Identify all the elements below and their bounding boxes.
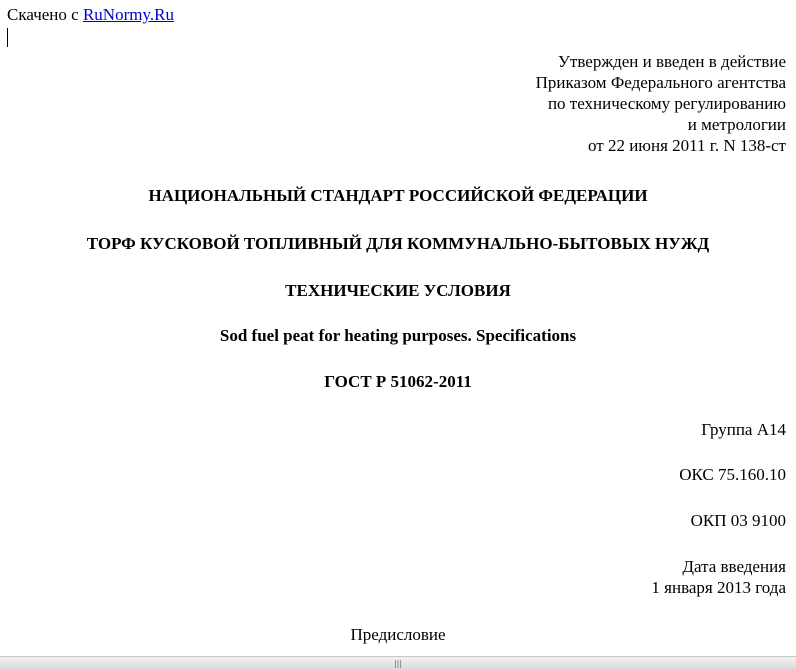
- group-label: Группа А14: [701, 420, 786, 439]
- effective-date-value: 1 января 2013 года: [651, 578, 786, 597]
- standard-title: ТОРФ КУСКОВОЙ ТОПЛИВНЫЙ ДЛЯ КОММУНАЛЬНО-БЫТОВЫХ НУЖД: [86, 234, 710, 253]
- preface-heading: Предисловие: [350, 625, 446, 644]
- source-link[interactable]: RuNormy.Ru: [82, 5, 174, 24]
- text-cursor: [7, 28, 8, 47]
- horizontal-scrollbar[interactable]: [0, 656, 796, 670]
- oks-label: ОКС 75.160.10: [679, 465, 786, 484]
- approval-line: Утвержден и введен в действие: [557, 52, 786, 71]
- okp-label: ОКП 03 9100: [690, 511, 786, 530]
- standard-code: ГОСТ Р 51062-2011: [324, 372, 472, 391]
- grip-lines-icon[interactable]: |||: [393, 659, 403, 668]
- national-standard-heading: НАЦИОНАЛЬНЫЙ СТАНДАРТ РОССИЙСКОЙ ФЕДЕРАЦИИ: [148, 186, 648, 205]
- approval-block: [536, 51, 786, 156]
- effective-date-block: [651, 556, 786, 598]
- approval-line: по техническому регулированию: [547, 94, 786, 113]
- effective-date-label: Дата введения: [682, 557, 786, 576]
- english-title: Sod fuel peat for heating purposes. Specifications: [219, 326, 577, 345]
- source-line: [7, 5, 174, 25]
- approval-line: Приказом Федерального агентства: [535, 73, 786, 92]
- approval-line: и метрологии: [687, 115, 786, 134]
- source-prefix: Скачено с: [7, 5, 83, 24]
- approval-line: от 22 июня 2011 г. N 138-ст: [587, 136, 786, 155]
- standard-subtitle: ТЕХНИЧЕСКИЕ УСЛОВИЯ: [285, 281, 511, 300]
